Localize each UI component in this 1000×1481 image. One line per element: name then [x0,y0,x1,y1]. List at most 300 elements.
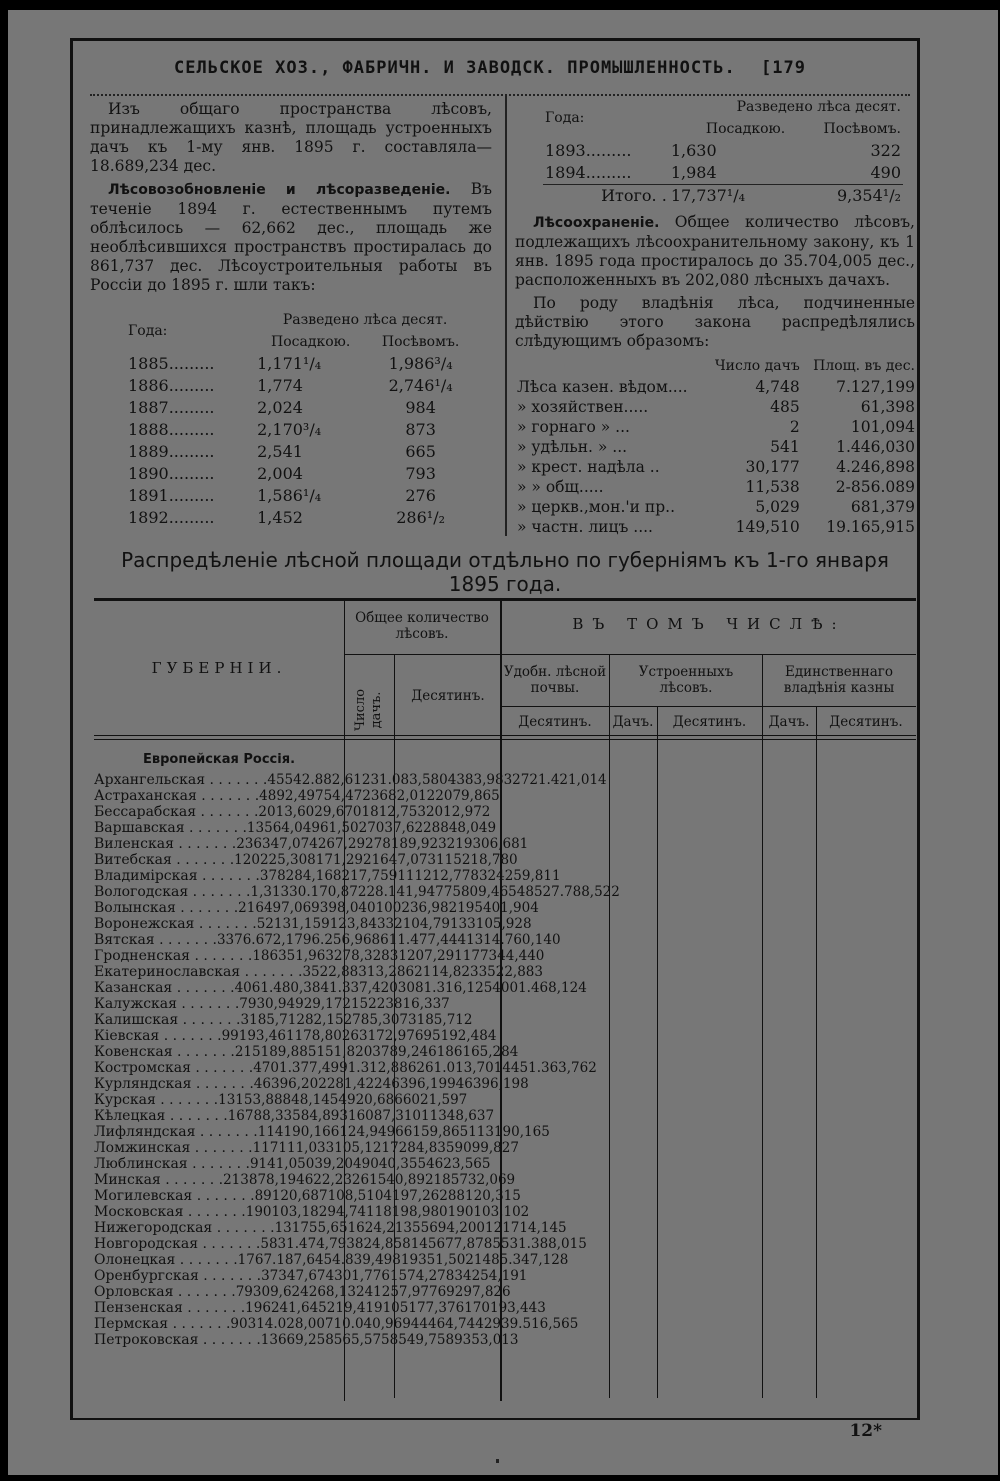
governorate-name: Калужская . . . . . . . [94,996,240,1012]
cell-plots-total: 35 [302,964,320,980]
table-row [94,1044,916,1060]
cell-treasury-desyatin: 259,811 [504,868,561,884]
cell-managed-plots: 105 [382,1300,409,1316]
cell-managed-desyatin: 97,262 [400,1188,448,1204]
cell-plots-total: 337 [216,932,243,948]
cell-treasury-desyatin: 1.468,124 [518,980,587,996]
cell-managed-desyatin: 89,246 [389,1044,437,1060]
th-sowing-r: Посѣвомъ. [823,121,901,137]
paragraph-reforestation [90,180,492,295]
cell-treasury-plots: 324 [478,868,505,884]
paragraph-treasury-forests: Изъ общаго пространства лѣсовъ, принадлежащихъ казнѣ, площадь устроенныхъ дачъ къ 1-му янв. 1895 г. составляла—18.689,234 дес. [90,100,492,175]
cell-suitable-soil: 6.256,968 [311,932,381,948]
cell-treasury-plots: 20 [425,804,444,820]
cell-treasury-plots: 219 [446,836,473,852]
th-year: Года: [128,323,168,339]
cell-suitable-soil: 94,741 [327,1204,375,1220]
cell-plots-total: 52 [256,916,274,932]
planting-cell: 2,541 [257,442,303,461]
sowing-cell: 286¹/₂ [396,508,445,527]
sowing-cell: 2,746¹/₄ [388,376,453,395]
cell-desyatin-total: 103,182 [271,1204,328,1220]
cell-desyatin-total: 1.474,793 [286,1236,355,1252]
cell-treasury-plots: 88 [447,1188,466,1204]
cell-managed-plots: 41 [383,1188,401,1204]
planting-cell: 1,171¹/₄ [257,354,322,373]
cell-treasury-plots: 35 [478,964,496,980]
governorate-name: Петроковская . . . . . . . [94,1332,261,1348]
cell-managed-desyatin: 12,753 [378,804,426,820]
governorate-name: Екатеринославская . . . . . . . [94,964,303,980]
governorate-forest-table [94,598,916,1398]
cell-suitable-soil: 82,15 [304,1012,344,1028]
ownership-area: 61,398 [860,398,915,416]
table-row [94,1124,916,1140]
planting-cell: 1,774 [257,376,303,395]
cell-managed-desyatin: 82,012 [388,788,436,804]
table-header-rule-2 [94,739,916,740]
governorate-name: Новгородская . . . . . . . [94,1236,261,1252]
cell-suitable-soil: 61,502 [319,820,368,836]
year-cell: 1892......... [128,508,215,527]
cell-treasury-desyatin: 27.788,522 [542,884,620,900]
cell-treasury-plots: 95 [423,1028,441,1044]
cell-desyatin-total: 878,194 [248,1172,305,1188]
ownership-row [515,477,917,497]
year-cell: 1889......... [128,442,215,461]
planting-row [543,162,903,185]
cell-desyatin-total: 64,049 [272,820,320,836]
cell-managed-desyatin: 47,073 [388,852,437,868]
cell-treasury-desyatin: 218,780 [461,852,518,868]
cell-plots-total: 215 [234,1044,261,1060]
cell-treasury-plots: 93 [454,1332,472,1348]
cell-managed-plots: 63 [350,1028,368,1044]
cell-treasury-plots: 400 [492,980,519,996]
th-governorate: ГУБЕРНІИ. [151,659,287,677]
frame-right-rule [917,38,920,1420]
cell-treasury-desyatin: 79,865 [452,788,500,804]
cell-desyatin-total: 22,883 [319,964,367,980]
section-european-russia: Европейская Россія. [142,752,296,767]
rule-under-incl [500,654,916,655]
cell-treasury-plots: 113 [421,1108,447,1124]
cell-plots-total: 1,313 [250,884,290,900]
cell-treasury-plots: 293 [483,1316,510,1332]
cell-desyatin-total: 6.672,179 [242,932,312,948]
ownership-row [515,377,917,397]
governorate-name: Курская . . . . . . . [94,1092,219,1108]
table-row [94,1060,916,1076]
heading-line-1: Распредѣленіе лѣсной площади отдѣльно по губерніямъ къ 1-го января [121,548,889,572]
cell-suitable-soil: 217,759 [341,868,398,884]
governorate-name: Виленская . . . . . . . [94,836,237,852]
table-row [94,1156,916,1172]
frame-top-rule [70,38,920,41]
cell-plots-total: 79 [239,996,257,1012]
cell-managed-desyatin: 40,355 [378,1156,427,1172]
cell-managed-desyatin: 172,976 [367,1028,424,1044]
cell-treasury-desyatin: 21,597 [420,1092,468,1108]
th-sole-treasury: Единственнаго владѣнія казны [783,664,895,696]
th-desyatin: Десятинъ. [411,688,485,704]
cell-managed-desyatin: 351,502 [418,1252,474,1268]
cell-treasury-desyatin: 5.347,128 [499,1252,569,1268]
ownership-row [515,517,917,537]
cell-suitable-soil: 31.083,580 [370,772,448,788]
sowing-cell: 793 [405,464,436,483]
cell-suitable-soil: 268,132 [308,1284,365,1300]
cell-desyatin-total: 396,202 [270,1076,327,1092]
cell-suitable-soil: 622,232 [304,1172,361,1188]
cell-managed-plots: 70 [367,820,385,836]
governorate-name: Вятская . . . . . . . [94,932,217,948]
cell-desyatin-total: 309,624 [252,1284,309,1300]
governorate-name: Курляндская . . . . . . . [94,1076,254,1092]
cell-treasury-desyatin: 85,712 [425,1012,473,1028]
ownership-area: 4.246,898 [836,458,915,476]
cell-treasury-plots: 553 [492,1236,519,1252]
governorate-name: Казанская . . . . . . . [94,980,235,996]
cell-managed-desyatin: 189,923 [390,836,447,852]
cell-treasury-desyatin: 23,565 [443,1156,491,1172]
table-header-rule-1 [94,735,916,736]
cell-plots-total: 583 [260,1236,287,1252]
governorate-name: Орловская . . . . . . . [94,1284,236,1300]
year-cell: 1888......... [128,420,215,439]
cell-treasury-plots: 190 [447,1204,474,1220]
cell-managed-desyatin: 159,865 [412,1124,469,1140]
cell-plots-total: 46 [253,1076,271,1092]
table-row [94,820,916,836]
cell-treasury-plots: 186 [436,1044,463,1060]
cell-treasury-desyatin: 732,069 [459,1172,516,1188]
cell-desyatin-total: 351,963 [278,948,334,964]
cell-plots-total: 135 [246,820,273,836]
ownership-area: 1.446,030 [836,438,915,456]
cell-treasury-plots: 88 [431,820,449,836]
ownership-count: 2 [789,418,800,436]
running-title: СЕЛЬСКОЕ ХОЗ., ФАБРИЧН. И ЗАВОДСК. ПРОМЫШЛЕННОСТЬ. [174,58,736,78]
cell-desyatin-total: 1.480,384 [260,980,330,996]
planting-row [90,353,475,375]
cell-desyatin-total: 1.377,499 [278,1060,348,1076]
ownership-count: 541 [770,438,800,456]
cell-plots-total: 31 [240,1012,258,1028]
cell-plots-total: 131 [218,1092,244,1108]
cell-suitable-soil: 565,575 [333,1332,390,1348]
planting-cell: 1,586¹/₄ [257,486,322,505]
governorate-name: Костромская . . . . . . . [94,1060,254,1076]
cell-managed-desyatin: 14,823 [431,964,479,980]
table-row [94,1012,916,1028]
ownership-label: » горнаго » ... [517,418,630,436]
cell-treasury-plots: 115 [436,852,462,868]
th-group: Разведено лѣса десят. [282,312,448,328]
cell-desyatin-total: 497,069 [263,900,320,916]
cell-managed-plots: 181 [374,1204,401,1220]
cell-managed-plots: 145 [410,1236,437,1252]
th-desyatin-2: Десятинъ. [518,714,592,730]
year-cell: 1886......... [128,376,215,395]
cell-plots-total: 903 [230,1316,257,1332]
table-row [94,1220,916,1236]
cell-suitable-soil: 301,776 [334,1268,390,1284]
cell-managed-plots: 160 [347,1108,374,1124]
header-wavy-rule [90,86,910,96]
cell-treasury-desyatin: 9.516,565 [509,1316,579,1332]
cell-desyatin-total: 241,645 [270,1300,327,1316]
cell-suitable-soil: 4.839,498 [332,1252,401,1268]
cell-suitable-soil: 124,949 [339,1124,396,1140]
cell-managed-desyatin: 396,199 [399,1076,456,1092]
cell-managed-plots: 4 [447,772,457,788]
table-row [94,900,916,916]
sowing-cell: 984 [405,398,436,417]
table-row [94,1108,916,1124]
cell-treasury-plots: 20 [435,788,453,804]
year-cell: 1894......... [545,163,632,182]
cell-plots-total: 196 [245,1300,271,1316]
ownership-label: » удѣльн. » ... [517,438,628,456]
table-row [94,884,916,900]
planting-row [90,485,475,507]
cell-managed-desyatin: 540,892 [377,1172,434,1188]
cell-suitable-soil: 108,510 [327,1188,384,1204]
th-plots: Дачъ. [612,714,654,730]
planting-cell: 1,452 [257,508,303,527]
ownership-count: 485 [770,398,800,416]
cell-plots-total: 117 [252,1140,279,1156]
table-row [94,1252,916,1268]
cell-managed-plots: 15 [389,1268,408,1284]
cell-desyatin-total: 111,033 [278,1140,335,1156]
table-row [94,836,916,852]
cell-managed-desyatin: 212,778 [423,868,479,884]
right-column [515,96,915,537]
cell-treasury-desyatin: 192,484 [440,1028,497,1044]
th-own-blank [515,355,705,377]
cell-managed-plots: 21 [414,964,432,980]
cell-treasury-plots: 113 [468,1124,494,1140]
table-row [94,1332,916,1348]
planting-row [90,397,475,419]
ownership-row [515,397,917,417]
cell-plots-total: 213 [223,1172,249,1188]
table-row [94,996,916,1012]
cell-treasury-desyatin: 105,928 [475,916,532,932]
cell-suitable-soil: 9,670 [322,804,362,820]
cell-desyatin-total: 755,651 [300,1220,357,1236]
cell-treasury-desyatin: 1.421,014 [537,772,607,788]
cell-treasury-plots: 121 [485,1220,511,1236]
cell-managed-plots: 75 [443,884,461,900]
cell-desyatin-total: 85,712 [257,1012,305,1028]
cell-managed-desyatin: 236,982 [401,900,458,916]
planting-row [90,463,475,485]
section-heading [90,548,920,596]
cell-managed-plots: 49 [338,1092,356,1108]
planting-table-1885-1892 [90,309,475,529]
th-own-area: Площ. въ дес. [813,358,915,374]
cell-treasury-plots: 148 [473,1252,500,1268]
table-row [94,964,916,980]
rule-under-total [344,654,500,655]
governorate-name: Воронежская . . . . . . . [94,916,257,932]
cell-suitable-soil: 123,843 [329,916,386,932]
governorate-name: Варшавская . . . . . . . [94,820,247,836]
cell-treasury-plots: 31 [408,1012,426,1028]
planting-cell: 2,024 [257,398,303,417]
cell-desyatin-total: 88,335 [253,1108,301,1124]
cell-suitable-soil: 824,858 [354,1236,411,1252]
cell-managed-plots: 46 [382,1076,400,1092]
cell-managed-plots: 61 [380,932,398,948]
cell-suitable-soil: 281,422 [326,1076,383,1092]
cell-plots-total: 48 [259,788,277,804]
cell-suitable-soil: 398,040 [319,900,376,916]
sowing-cell: 276 [405,486,436,505]
governorate-name: Могилевская . . . . . . . [94,1188,255,1204]
cell-managed-desyatin: 49,758 [406,1332,455,1348]
cell-desyatin-total: 225,308 [259,852,316,868]
cell-desyatin-total: 92,497 [276,788,324,804]
cell-desyatin-total: 42.882,612 [293,772,371,788]
cell-managed-plots: 36 [370,788,389,804]
table-row [94,804,916,820]
paragraph-forest-protection-text: Общее количество лѣсовъ, подлежащихъ лѣсоохранительному закону, къ 1 янв. 1895 года простиралось до 35.704,005 дес., расположенныхъ въ 202,080 лѣсныхъ дачахъ. [515,213,915,289]
table-row [94,1268,916,1284]
cell-plots-total: 99 [221,1028,239,1044]
governorate-name: Владимірская . . . . . . . [94,868,260,884]
year-cell: 1887......... [128,398,215,417]
cell-suitable-soil: 48,145 [291,1092,339,1108]
cell-desyatin-total: 120,687 [271,1188,328,1204]
cell-plots-total: 89 [254,1188,272,1204]
cell-managed-desyatin: 87,310 [373,1108,422,1124]
cell-suitable-soil: 54,472 [323,788,371,804]
ownership-area: 681,379 [850,498,915,516]
ownership-area: 19.165,915 [826,518,915,536]
governorate-name: Пермская . . . . . . . [94,1316,231,1332]
cell-managed-plots: 90 [361,1156,379,1172]
cell-desyatin-total: 53,888 [243,1092,292,1108]
cell-treasury-desyatin: 297,826 [454,1284,511,1300]
signature-mark: 12* [849,1421,882,1441]
table-row [94,1092,916,1108]
th-desyatin-3: Десятинъ. [672,714,747,730]
cell-treasury-desyatin: 53,013 [471,1332,519,1348]
cell-treasury-desyatin: 165,284 [462,1044,519,1060]
th-planting: Посадкою. [271,334,351,350]
governorate-name: Олонецкая . . . . . . . [94,1252,238,1268]
ownership-area: 101,094 [850,418,915,436]
cell-desyatin-total: 131,159 [273,916,330,932]
ownership-label: » частн. лицъ .... [517,518,653,536]
cell-desyatin-total: 30,949 [256,996,304,1012]
table-top-rule [94,598,916,601]
page-number: [179 [761,58,806,78]
governorate-name: Лифляндская . . . . . . . [94,1124,258,1140]
cell-treasury-desyatin: 714,145 [510,1220,567,1236]
cell-managed-desyatin: 20,686 [355,1092,403,1108]
planting-cell: 1,984 [670,163,717,182]
ownership-label: » хозяйствен..... [517,398,649,416]
cell-managed-plots: 61 [360,1172,378,1188]
ownership-count: 149,510 [735,518,800,536]
cell-treasury-desyatin: 12,972 [443,804,491,820]
cell-managed-desyatin: 177,376 [408,1300,465,1316]
governorate-name: Минская . . . . . . . [94,1172,224,1188]
planting-table-1893-1894 [543,96,903,207]
cell-plots-total: 91 [249,1156,268,1172]
cell-treasury-plots: 185 [433,1172,460,1188]
cell-plots-total: 470 [253,1060,279,1076]
cell-treasury-desyatin: 401,904 [482,900,539,916]
ownership-area: 7.127,199 [836,378,915,396]
cell-suitable-soil: 13,286 [366,964,415,980]
cell-desyatin-total: 30.170,872 [289,884,367,900]
cell-managed-plots: 66 [395,1124,413,1140]
cell-treasury-desyatin: 4.760,140 [491,932,561,948]
cell-managed-desyatin: 74,278 [407,1268,455,1284]
th-year-r: Года: [545,110,585,126]
frame-left-rule [70,38,73,1420]
cell-suitable-soil: 171,292 [315,852,372,868]
cell-managed-plots: 18 [361,804,379,820]
cell-suitable-soil: 39,204 [314,1156,362,1172]
cell-treasury-plots: 46 [426,1156,444,1172]
ownership-count: 5,029 [755,498,800,516]
cell-managed-desyatin: 257,977 [381,1284,438,1300]
cell-plots-total: 114 [257,1124,284,1140]
cell-desyatin-total: 7.187,645 [263,1252,333,1268]
governorate-name: Бессарабская . . . . . . . [94,804,259,820]
cell-managed-plots: 44 [410,1316,428,1332]
cell-treasury-desyatin: 16,337 [402,996,450,1012]
cell-suitable-soil: 219,419 [326,1300,383,1316]
cell-treasury-plots: 46 [455,1076,473,1092]
cell-treasury-desyatin: 190,165 [493,1124,550,1140]
cell-plots-total: 37 [261,1268,279,1284]
cell-managed-plots: 37 [372,1044,390,1060]
cell-treasury-desyatin: 22,883 [495,964,543,980]
cell-managed-desyatin: 464,744 [427,1316,484,1332]
cell-desyatin-total: 193,461 [238,1028,295,1044]
cell-managed-desyatin: 1.477,444 [397,932,467,948]
table-body [94,772,916,1348]
governorate-name: Московская . . . . . . . [94,1204,246,1220]
th-plots-2: Дачъ. [768,714,810,730]
planting-cell: 2,170³/₄ [257,420,322,439]
table-row [94,1316,916,1332]
planting-row [90,507,475,529]
cell-plots-total: 176 [237,1252,264,1268]
governorate-name: Калишская . . . . . . . [94,1012,241,1028]
cell-desyatin-total: 189,885 [260,1044,317,1060]
cell-managed-desyatin: 677,878 [436,1236,493,1252]
cell-plots-total: 378 [259,868,286,884]
governorate-name: Астраханская . . . . . . . [94,788,260,804]
cell-managed-plots: 26 [416,1060,434,1076]
cell-treasury-desyatin: 193,443 [489,1300,546,1316]
cell-managed-plots: 308 [397,980,424,996]
cell-plots-total: 190 [245,1204,272,1220]
cell-managed-desyatin: 1.316,125 [423,980,493,996]
cell-desyatin-total: 347,074 [261,836,318,852]
cell-plots-total: 216 [238,900,264,916]
cell-suitable-soil: 28.141,947 [366,884,444,900]
